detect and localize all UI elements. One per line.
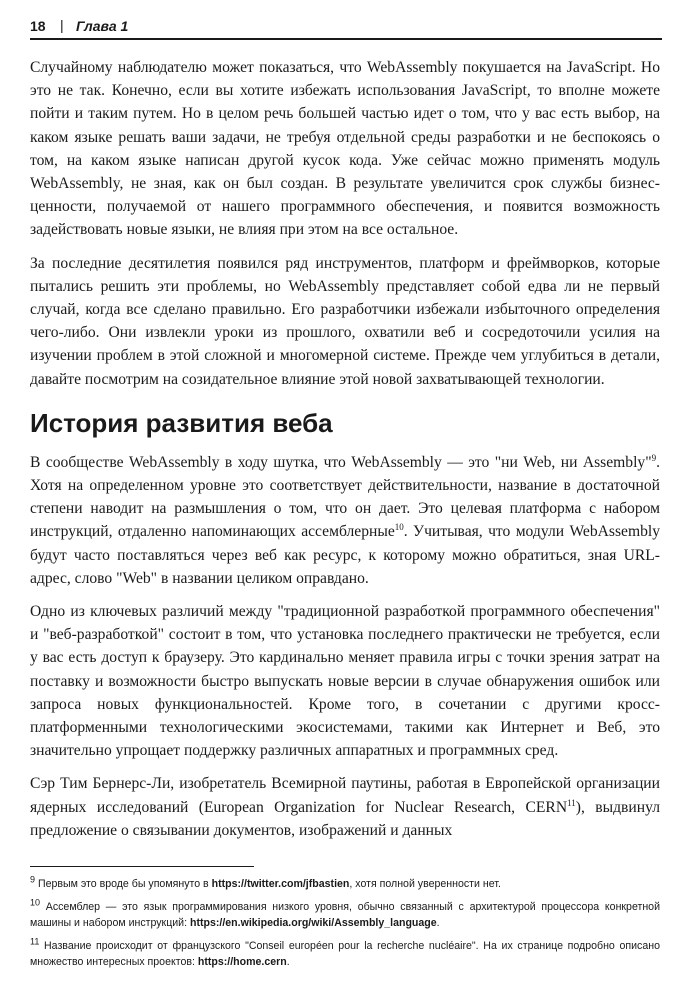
footnote-text: Первым это вроде бы упомянуто в: [37, 878, 212, 890]
footnote-11: [30, 938, 660, 970]
footnote-number: 10: [30, 897, 41, 908]
paragraph-5-part-a: Сэр Тим Бернерс-Ли, изобретатель Всемирной паутины, работая в Европейской организации ядерных исследований (European Organization for Nuclear Research, CERN: [30, 775, 660, 816]
main-text: [30, 56, 660, 852]
footnote-text-end: .: [436, 917, 440, 929]
paragraph-3-part-b: . Хотя на определенном уровне это соответствует действительности, название в достаточной степени наводит на размышления о том, что он дает. Это целевая платформа с набором инструкций, отдаленно напоминающих ассемблерные: [30, 453, 660, 541]
footnote-number: 9: [30, 874, 36, 885]
footnote-link[interactable]: https://home.cern: [197, 956, 287, 968]
paragraph-3-part-c: . Учитывая, что модули WebAssembly будут часто поставляться через веб как ресурс, к которому можно обратиться, зная URL-адрес, слово "Web" в названии целиком оправдано.: [30, 523, 661, 587]
paragraph-1: Случайному наблюдателю может показаться, что WebAssembly покушается на JavaScript. Но это не так. Конечно, если вы хотите избежать использования JavaScript, то вполне можете пойти и таким путем. Но в целом речь большей частью идет о том, что у вас есть выбор, на каком языке решать ваши задачи, не требуя отдельной среды разработки и не беспокоясь о том, на каком языке написан другой кусок кода. Уже сейчас можно применять модуль WebAssembly, не зная, как он был создан. В результате увеличится срок службы бизнес-ценности, получаемой от нашего программного обеспечения, и появится возможность задействовать новые языки, не влияя при этом на все остальное.: [30, 59, 660, 239]
footnote-number: 11: [30, 936, 40, 947]
paragraph-4: Одно из ключевых различий между "традиционной разработкой программного обеспечения" и "веб-разработкой" состоит в том, что установка последнего практически не требуется, если у вас есть доступ к браузеру. Это кардинально меняет правила игры с точки зрения затрат на поставку и возможности быстро выпускать новые версии в случае обнаружения ошибок или запроса новых функциональностей. Кроме того, в сочетании с другими кросс-платформенными технологическими экосистемами, такими как Интернет и Веб, это значительно упрощает поддержку различных аппаратных и программных сред.: [30, 603, 660, 760]
footnote-text: Ассемблер — это язык программирования низкого уровня, обычно связанный с архитектурой процессора конкретной машины и набором инструкций:: [30, 901, 660, 929]
header-separator: |: [60, 17, 64, 33]
footnote-text-end: .: [286, 956, 290, 968]
section-heading: История развития веба: [30, 407, 333, 438]
paragraph-3: [30, 451, 660, 590]
footnote-ref-11[interactable]: 11: [567, 797, 576, 808]
paragraph-5-part-b: ), выдвинул предложение о связывании документов, изображений и данных: [30, 798, 660, 839]
footnote-10: [30, 899, 660, 931]
footnote-link[interactable]: https://en.wikipedia.org/wiki/Assembly_language: [189, 917, 437, 929]
chapter-title: Глава 1: [76, 18, 129, 34]
footnotes: [30, 876, 660, 977]
page-number: 18: [30, 18, 46, 34]
footnote-link[interactable]: https://twitter.com/jfbastien: [211, 878, 350, 890]
footnote-ref-10[interactable]: 10: [394, 522, 404, 533]
paragraph-5: [30, 772, 660, 842]
footnote-text: Название происходит от французского "Conseil européen pour la recherche nucléaire". На их странице подробно описано множество интересных проектов:: [30, 940, 660, 968]
running-header: [30, 16, 662, 40]
paragraph-3-part-a: В сообществе WebAssembly в ходу шутка, что WebAssembly — это "ни Web, ни Assembly": [30, 453, 652, 471]
paragraph-2: За последние десятилетия появился ряд инструментов, платформ и фреймворков, которые пытались решить эти проблемы, но WebAssembly представляет собой едва ли не первый случай, когда все сделано правильно. Его разработчики избежали избыточного определения чего-либо. Они извлекли уроки из прошлого, охватили веб и сосредоточили усилия на изучении проблем в этой сложной и многомерной системе. Прежде чем углубиться в детали, давайте посмотрим на созидательное влияние этой новой захватывающей технологии.: [30, 254, 660, 388]
footnote-divider: [30, 866, 254, 867]
footnote-text-end: , хотя полной уверенности нет.: [349, 878, 501, 890]
footnote-9: [30, 876, 660, 892]
footnote-ref-9[interactable]: 9: [651, 452, 657, 463]
